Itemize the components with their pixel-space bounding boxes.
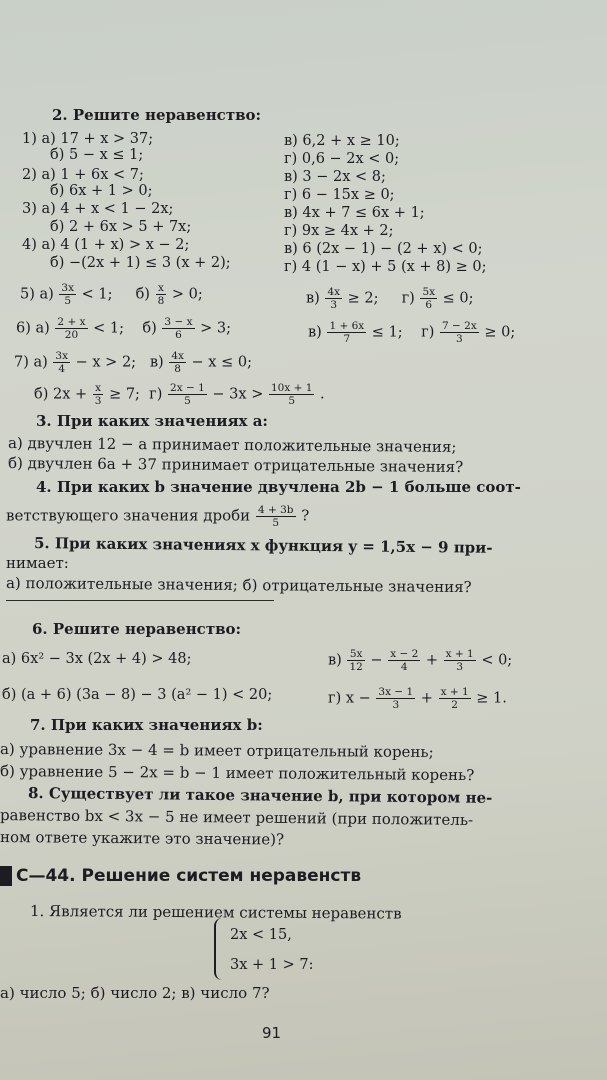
ex2-row5: 5) а) $\frac{3x}{5}$ < 1; б) $\frac{x}{8}$ > 0; [20,282,203,308]
ex2-row2-left: 2) а) 1 + 6x < 7; [22,167,144,183]
section-ex1-question: 1. Является ли решением системы неравенств [29,902,402,923]
ex2-row3-right: в) 4x + 7 ≤ 6x + 1; [284,205,425,221]
ex2-row2b-left: б) 6x + 1 > 0; [50,183,153,199]
section-c44-heading: С—44. Решение систем неравенств [0,866,361,886]
exercise-8-line1: 8. Существует ли такое значение b, при котором не- [27,784,493,807]
ex2-row1b-right: г) 0,6 − 2x < 0; [284,151,400,167]
brace-icon [214,918,226,980]
ex8-line3: ном ответе укажите это значение)? [0,828,285,849]
ex2-row6: 6) а) $\frac{2 + x}{20}$ < 1; б) $\frac{3 - x}{6}$ > 3; [16,316,231,342]
ex5-line2: нимает: [6,554,69,572]
ex2-row1-right: в) 6,2 + x ≥ 10; [284,133,400,149]
ex3-b: б) двучлен 6a + 37 принимает отрицательные значения? [7,454,464,476]
exercise-5-line1: 5. При каких значениях x функция y = 1,5x − 9 при- [33,534,493,557]
ex7-b: б) уравнение 5 − 2x = b − 1 имеет положительный корень? [0,762,475,785]
ex6-b: б) (a + 6) (3a − 8) − 3 (a² − 1) < 20; [2,687,273,703]
ex2-row7b: б) 2x + $\frac{x}{3}$ ≥ 7; г) $\frac{2x - 1}{5}$ − 3x > $\frac{10x + 1}{5}$ . [34,382,325,408]
ex2-row7: 7) а) $\frac{3x}{4}$ − x > 2; в) $\frac{4x}{8}$ − x ≤ 0; [14,350,252,376]
ex2-row6-right: в) $\frac{1 + 6x}{7}$ ≤ 1; г) $\frac{7 - 2x}{3}$ ≥ 0; [308,320,516,346]
ex2-row4-right: в) 6 (2x − 1) − (2 + x) < 0; [284,241,483,257]
ex2-row3b-left: б) 2 + 6x > 5 + 7x; [50,219,192,235]
exercise-4-line1: 4. При каких b значение двучлена 2b − 1 больше соот- [36,478,521,496]
page-number: 91 [262,1024,282,1042]
ex2-row1-left: 1) а) 17 + x > 37; [22,131,154,147]
section-divider [6,600,274,601]
section-ex1-options: а) число 5; б) число 2; в) число 7? [0,984,270,1002]
ex2-row2-right: в) 3 − 2x < 8; [284,169,386,185]
ex8-line2: равенство bx < 3x − 5 не имеет решений (при положитель- [0,806,474,829]
ex4-line2: ветствующего значения дроби $\frac{4 + 3b}{5}$ ? [6,504,310,530]
exercise-7-heading: 7. При каких значениях b: [30,716,263,734]
ex2-row2b-right: г) 6 − 15x ≥ 0; [284,187,395,203]
ex6-a: а) 6x² − 3x (2x + 4) > 48; [2,651,192,667]
exercise-6-heading: 6. Решите неравенство: [32,620,242,638]
ex2-row4-left: 4) а) 4 (1 + x) > x − 2; [22,237,190,253]
ex6-v: в) $\frac{5x}{12}$ − $\frac{x - 2}{4}$ + $\frac{x + 1}{3}$ < 0; [328,648,513,674]
system-eq1: 2x < 15, [230,927,292,943]
ex2-row5-right: в) $\frac{4x}{3}$ ≥ 2; г) $\frac{5x}{6}$ ≤ 0; [306,286,474,312]
ex2-row3b-right: г) 9x ≥ 4x + 2; [284,223,394,239]
ex6-g: г) x − $\frac{3x - 1}{3}$ + $\frac{x + 1}{2}$ ≥ 1. [328,686,507,712]
ex7-a: а) уравнение 3x − 4 = b имеет отрицательный корень; [0,740,434,762]
ex2-row1b-left: б) 5 − x ≤ 1; [50,147,144,163]
exercise-2-heading: 2. Решите неравенство: [52,106,262,124]
exercise-3-heading: 3. При каких значениях a: [36,412,268,430]
system-eq2: 3x + 1 > 7: [230,957,314,973]
ex3-a: а) двучлен 12 − a принимает положительные значения; [7,434,457,456]
ex2-row3-left: 3) а) 4 + x < 1 − 2x; [22,201,174,217]
ex2-row4b-right: г) 4 (1 − x) + 5 (x + 8) ≥ 0; [284,259,487,275]
ex5-line3: а) положительные значения; б) отрицательные значения? [5,574,472,597]
section-marker-icon [0,866,12,886]
ex2-row4b-left: б) −(2x + 1) ≤ 3 (x + 2); [50,255,231,271]
